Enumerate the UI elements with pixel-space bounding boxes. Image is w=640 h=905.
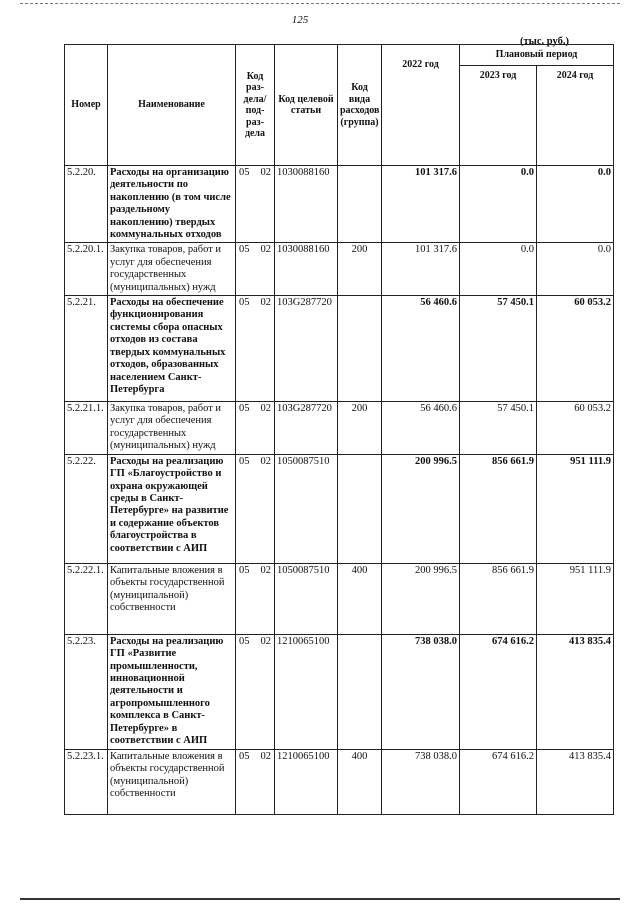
table-row [65,402,614,455]
row-value-2024: 951 111.9 [537,454,614,563]
row-value-2024: 60 053.2 [537,402,614,455]
header-target-code: Код целевой статьи [275,45,338,166]
row-section-code [236,563,275,634]
row-expense-code [338,634,382,749]
header-2022: 2022 год [382,45,460,166]
row-name: Закупка товаров, работ и услуг для обеспечения государственных (муниципальных) нужд [108,243,236,296]
row-section-code [236,166,275,243]
row-target-code: 1030088160 [275,166,338,243]
row-value-2022: 101 317.6 [382,166,460,243]
row-target-code: 103G287720 [275,402,338,455]
row-number: 5.2.21.1. [65,402,108,455]
podrazdel-code: 02 [260,244,271,256]
razdel-code: 05 [239,750,250,762]
row-expense-code: 200 [338,402,382,455]
row-value-2022: 101 317.6 [382,243,460,296]
row-expense-code: 400 [338,563,382,634]
row-section-code [236,402,275,455]
podrazdel-code: 02 [260,455,271,467]
row-target-code: 1050087510 [275,563,338,634]
row-value-2022: 738 038.0 [382,749,460,814]
row-expense-code: 400 [338,749,382,814]
top-rule [20,3,620,4]
razdel-code: 05 [239,635,250,647]
row-target-code: 1050087510 [275,454,338,563]
table-row [65,296,614,402]
row-number: 5.2.21. [65,296,108,402]
row-number: 5.2.22.1. [65,563,108,634]
row-expense-code [338,454,382,563]
row-value-2024: 0.0 [537,243,614,296]
row-value-2023: 856 661.9 [460,563,537,634]
header-2023: 2023 год [460,66,537,166]
header-planned-period: Плановый период [460,45,614,66]
row-value-2024: 413 835.4 [537,634,614,749]
podrazdel-code: 02 [260,297,271,309]
row-expense-code [338,296,382,402]
podrazdel-code: 02 [260,750,271,762]
header-2024: 2024 год [537,66,614,166]
row-value-2022: 200 996.5 [382,454,460,563]
row-value-2024: 0.0 [537,166,614,243]
row-number: 5.2.23.1. [65,749,108,814]
podrazdel-code: 02 [260,403,271,415]
row-target-code: 103G287720 [275,296,338,402]
header-name: Наименование [108,45,236,166]
row-name: Расходы на реализацию ГП «Развитие промышленности, инновационной деятельности и агропромышленного комплекса в Санкт-Петербурге» в соответствии с АИП [108,634,236,749]
row-expense-code [338,166,382,243]
row-number: 5.2.23. [65,634,108,749]
row-number: 5.2.20. [65,166,108,243]
row-name: Расходы на обеспечение функционирования системы сбора опасных отходов из состава твердых коммунальных отходов, образованных населением Санкт-Петербурга [108,296,236,402]
row-name: Расходы на реализацию ГП «Благоустройство и охрана окружающей среды в Санкт-Петербурге» на развитие и содержание объектов благоустройства в соответствии с АИП [108,454,236,563]
row-section-code [236,296,275,402]
row-value-2023: 674 616.2 [460,749,537,814]
row-target-code: 1030088160 [275,243,338,296]
row-target-code: 1210065100 [275,634,338,749]
row-section-code [236,634,275,749]
table-row [65,454,614,563]
razdel-code: 05 [239,564,250,576]
row-value-2023: 674 616.2 [460,634,537,749]
bottom-rule [20,898,620,900]
row-value-2023: 57 450.1 [460,296,537,402]
row-number: 5.2.22. [65,454,108,563]
row-value-2022: 56 460.6 [382,402,460,455]
row-name: Закупка товаров, работ и услуг для обеспечения государственных (муниципальных) нужд [108,402,236,455]
table-row [65,749,614,814]
row-value-2023: 0.0 [460,166,537,243]
row-target-code: 1210065100 [275,749,338,814]
row-value-2022: 738 038.0 [382,634,460,749]
row-name: Капитальные вложения в объекты государственной (муниципальной) собственности [108,563,236,634]
row-value-2022: 200 996.5 [382,563,460,634]
podrazdel-code: 02 [260,564,271,576]
razdel-code: 05 [239,455,250,467]
row-section-code [236,243,275,296]
razdel-code: 05 [239,403,250,415]
header-section-code: Код раз-дела/ под-раз-дела [236,45,275,166]
table-row [65,563,614,634]
row-name: Расходы на организацию деятельности по накоплению (в том числе раздельному накоплению) твердых коммунальных отходов [108,166,236,243]
podrazdel-code: 02 [260,635,271,647]
row-value-2024: 60 053.2 [537,296,614,402]
units-label: (тыс. руб.) [520,36,569,47]
razdel-code: 05 [239,244,250,256]
row-section-code [236,454,275,563]
budget-table [64,44,614,815]
row-value-2023: 57 450.1 [460,402,537,455]
row-value-2022: 56 460.6 [382,296,460,402]
header-expense-code: Код вида расходов (группа) [338,45,382,166]
table-row [65,243,614,296]
razdel-code: 05 [239,167,250,178]
page-number: 125 [291,14,309,26]
table-row [65,634,614,749]
row-value-2023: 856 661.9 [460,454,537,563]
header-number: Номер [65,45,108,166]
row-name: Капитальные вложения в объекты государственной (муниципальной) собственности [108,749,236,814]
podrazdel-code: 02 [260,167,271,178]
row-number: 5.2.20.1. [65,243,108,296]
row-value-2024: 413 835.4 [537,749,614,814]
row-expense-code: 200 [338,243,382,296]
row-section-code [236,749,275,814]
razdel-code: 05 [239,297,250,309]
row-value-2023: 0.0 [460,243,537,296]
table-row [65,166,614,243]
row-value-2024: 951 111.9 [537,563,614,634]
